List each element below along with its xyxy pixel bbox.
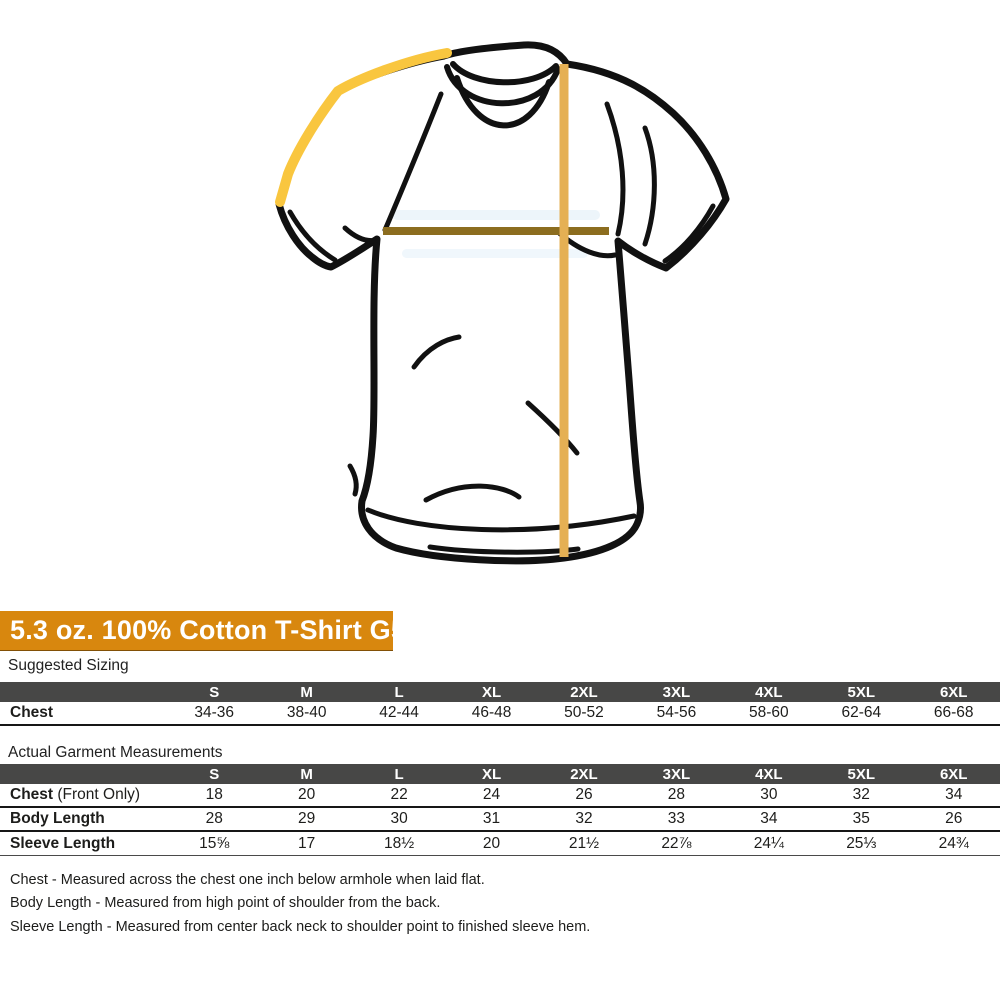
cell-value: 34 — [945, 786, 963, 804]
col-header-m: M — [300, 683, 313, 701]
cell-value: 31 — [482, 810, 501, 828]
cell-value: 29 — [298, 810, 316, 828]
table-row-chest-front-only — [0, 784, 1000, 808]
table-row-chest — [0, 702, 1000, 726]
table-row-body-length — [0, 808, 1000, 832]
cell-value: 32 — [575, 810, 593, 828]
cell-value: 66-68 — [933, 704, 974, 722]
suggested-sizing-table — [0, 682, 1000, 726]
cell-value: 32 — [852, 786, 870, 804]
cell-value: 24 — [482, 786, 501, 804]
footnote-body-length: Body Length - Measured from high point of shoulder from the back. — [10, 895, 441, 912]
table-row-sleeve-length — [0, 832, 1000, 856]
cell-value: 58-60 — [749, 704, 789, 722]
cell-value: 28 — [667, 786, 686, 804]
col-header-6xl: 6XL — [939, 683, 968, 701]
table-header-row — [0, 764, 1000, 784]
col-header-3xl: 3XL — [662, 683, 691, 701]
cell-value: 46-48 — [471, 704, 512, 722]
cell-value: 30 — [390, 810, 408, 828]
cell-value: 30 — [760, 786, 778, 804]
product-banner — [0, 611, 437, 651]
cell-value: 18 — [205, 786, 223, 804]
cell-value: 20 — [298, 786, 316, 804]
row-label: Sleeve Length — [10, 834, 116, 852]
cell-value: 17 — [298, 834, 316, 852]
col-header-3xl: 3XL — [662, 765, 691, 783]
cell-value: 42-44 — [379, 704, 419, 722]
footnote-sleeve-length: Sleeve Length - Measured from center back neck to shoulder point to finished sleeve hem. — [10, 918, 591, 935]
cell-value: 54-56 — [656, 704, 697, 722]
product-title: 5.3 oz. 100% Cotton T-Shirt G500 — [10, 615, 437, 645]
cell-value: 26 — [945, 810, 963, 828]
footnote-chest: Chest - Measured across the chest one inch below armhole when laid flat. — [10, 872, 485, 888]
col-header-2xl: 2XL — [570, 765, 598, 783]
tshirt-outline — [279, 45, 726, 561]
cell-value: 35 — [852, 810, 870, 828]
col-header-l: L — [394, 765, 404, 783]
col-header-s: S — [209, 683, 220, 701]
col-header-xl: XL — [481, 683, 502, 701]
cell-value: 28 — [205, 810, 223, 828]
garment-measurements-title: Actual Garment Measurements — [8, 744, 223, 761]
col-header-m: M — [300, 765, 313, 783]
cell-value: 34 — [760, 810, 778, 828]
suggested-sizing-title: Suggested Sizing — [8, 657, 129, 674]
cell-value: 34-36 — [194, 704, 235, 722]
cell-value: 22 — [390, 786, 408, 804]
cell-value: 26 — [575, 786, 593, 804]
col-header-xl: XL — [481, 765, 502, 783]
row-label: Chest — [10, 704, 54, 722]
table-header-row — [0, 682, 1000, 702]
cell-value: 21½ — [568, 834, 600, 852]
cell-value: 15⅝ — [199, 834, 230, 852]
cell-value: 38-40 — [286, 704, 327, 722]
row-label: Chest (Front Only) — [10, 786, 141, 804]
row-label: Body Length — [10, 810, 105, 828]
cell-value: 18½ — [384, 834, 415, 852]
col-header-4xl: 4XL — [755, 765, 783, 783]
col-header-s: S — [209, 765, 220, 783]
measurement-footnotes — [10, 869, 590, 939]
col-header-5xl: 5XL — [847, 683, 876, 701]
cell-value: 22⅞ — [661, 834, 692, 852]
cell-value: 24¼ — [753, 834, 784, 852]
col-header-6xl: 6XL — [939, 765, 968, 783]
col-header-2xl: 2XL — [570, 683, 598, 701]
cell-value: 20 — [482, 834, 501, 852]
col-header-5xl: 5XL — [847, 765, 876, 783]
cell-value: 25⅓ — [846, 834, 877, 852]
cell-value: 50-52 — [564, 704, 604, 722]
cell-value: 33 — [667, 810, 686, 828]
chest-highlight — [392, 210, 600, 220]
col-header-l: L — [394, 683, 404, 701]
garment-measurements-table — [0, 764, 1000, 856]
col-header-4xl: 4XL — [755, 683, 783, 701]
cell-value: 24¾ — [938, 834, 969, 852]
cell-value: 62-64 — [841, 704, 882, 722]
